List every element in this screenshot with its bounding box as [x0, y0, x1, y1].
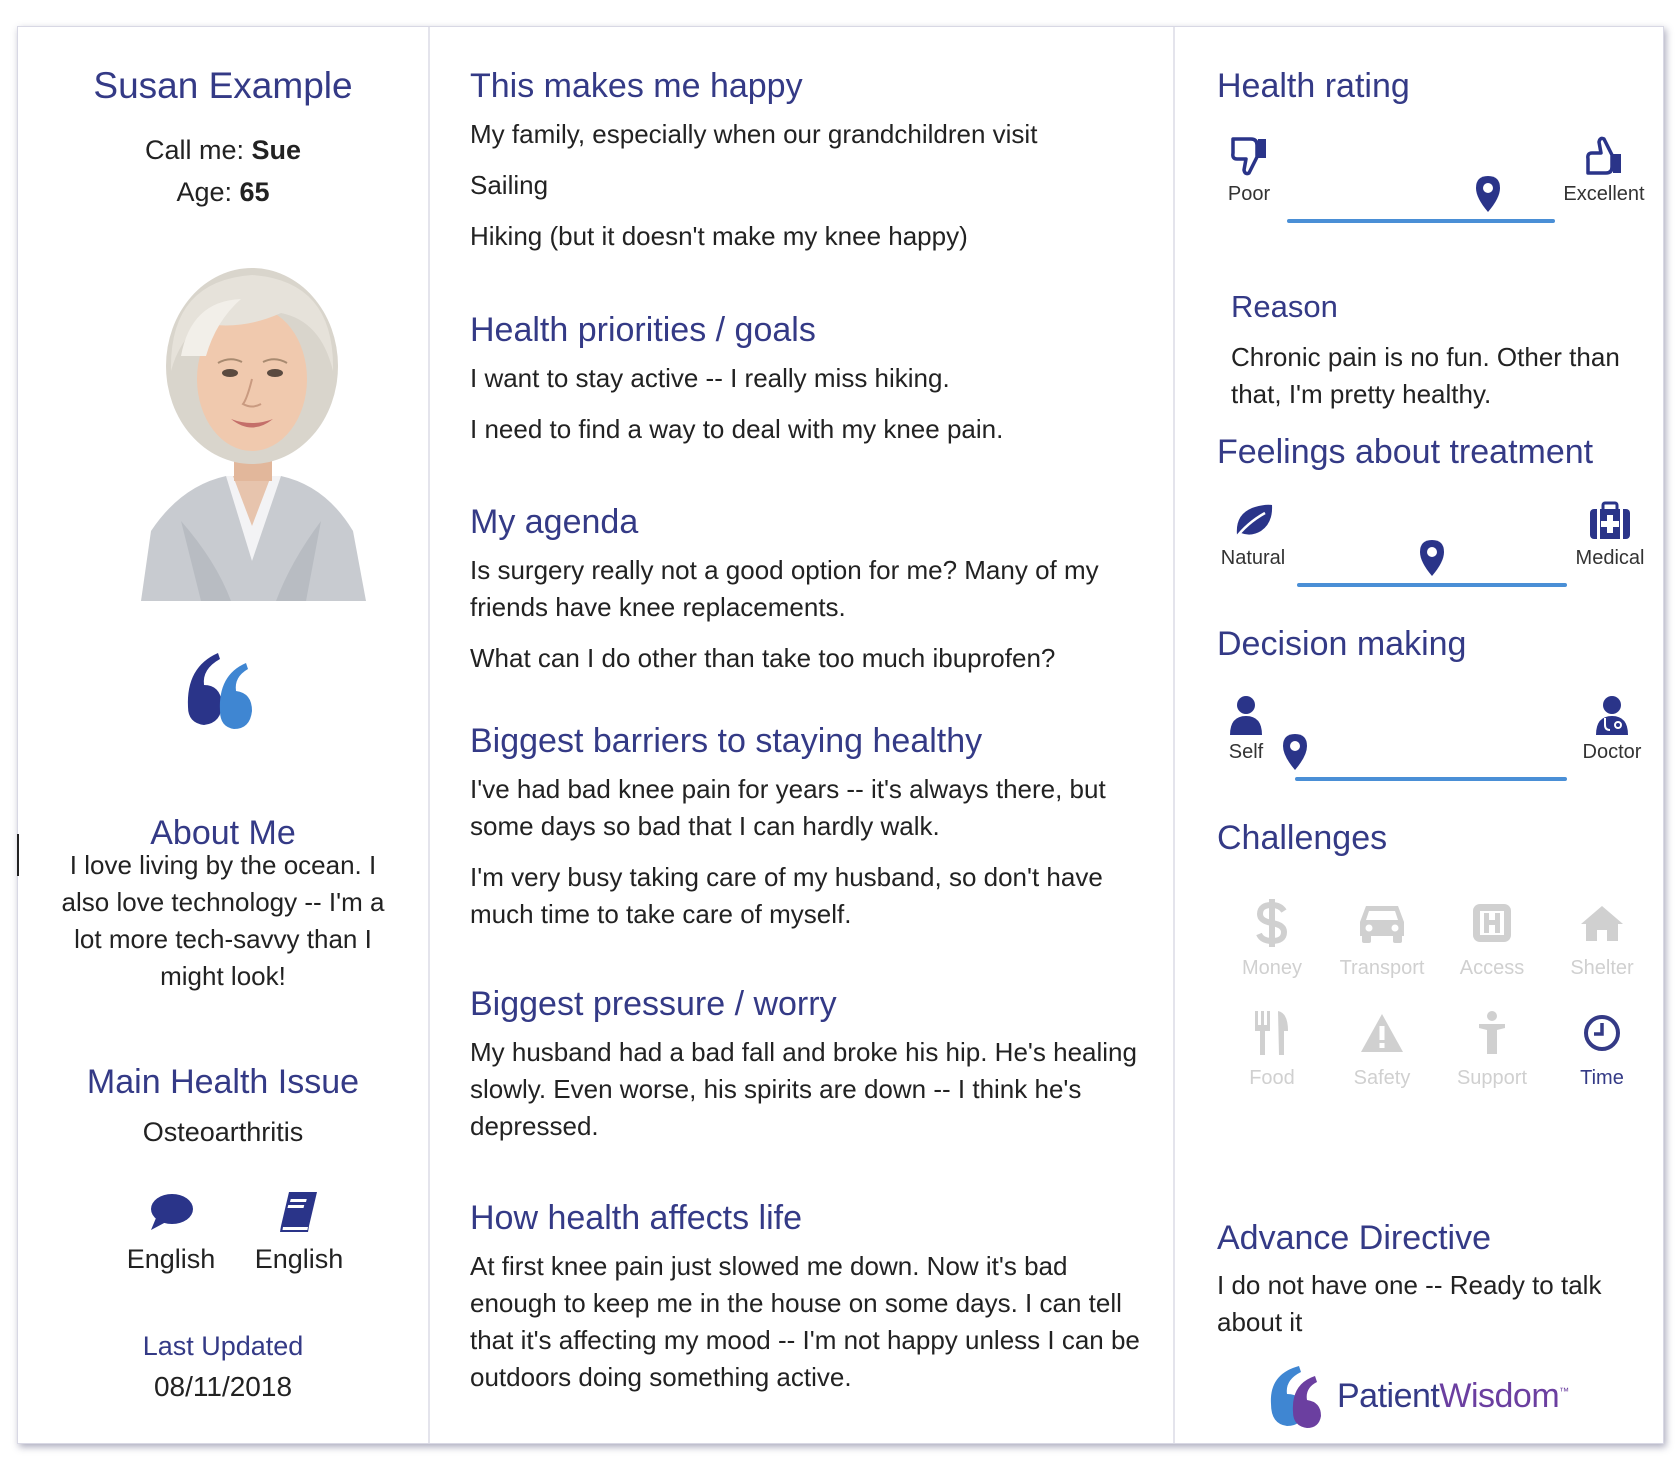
feelings-heading: Feelings about treatment — [1217, 433, 1594, 471]
challenge-transport — [1327, 897, 1437, 980]
age-line — [18, 177, 428, 208]
call-me-line — [18, 135, 428, 166]
happy-item: Sailing — [470, 170, 549, 200]
advance-directive-heading: Advance Directive — [1217, 1219, 1492, 1257]
health-rating-left — [1217, 135, 1281, 206]
thumbs-down-icon — [1229, 135, 1269, 177]
challenge-access — [1437, 897, 1547, 980]
warning-icon — [1359, 1012, 1405, 1054]
challenge-safety — [1327, 1007, 1437, 1090]
patientwisdom-logo-icon — [1265, 1364, 1329, 1428]
person-support-icon — [1475, 1010, 1509, 1056]
pressure-heading: Biggest pressure / worry — [470, 985, 837, 1023]
language-spoken — [106, 1182, 236, 1275]
patientwisdom-wordmark — [1337, 1377, 1569, 1416]
health-rating-scale — [1217, 135, 1647, 235]
leaf-icon — [1231, 501, 1275, 541]
feelings-track — [1297, 583, 1567, 587]
challenge-transport-label: Transport — [1339, 957, 1425, 979]
agenda-item: What can I do other than take too much ibuprofen? — [470, 643, 1056, 673]
home-icon — [1579, 903, 1625, 943]
feelings-marker — [1419, 539, 1445, 577]
age-value: 65 — [239, 177, 270, 207]
barriers-item: I've had bad knee pain for years -- it's always there, but some days so bad that I can hardly walk. — [470, 774, 1106, 841]
section-happy — [470, 67, 1150, 269]
last-updated-label: Last Updated — [142, 1331, 304, 1361]
pressure-item: My husband had a bad fall and broke his hip. He's healing slowly. Even worse, his spirits are down -- I think he's depressed. — [470, 1037, 1137, 1141]
section-priorities — [470, 311, 1150, 462]
challenge-support-label: Support — [1456, 1067, 1528, 1089]
last-updated-value: 08/11/2018 — [153, 1371, 293, 1402]
clock-icon — [1582, 1013, 1622, 1053]
happy-item: My family, especially when our grandchildren visit — [470, 119, 1038, 149]
reason-heading: Reason — [1231, 289, 1338, 324]
challenge-shelter-label: Shelter — [1570, 957, 1634, 979]
challenge-money — [1217, 897, 1327, 980]
health-rating-right — [1561, 135, 1647, 206]
decision-right-label: Doctor — [1582, 741, 1642, 763]
hospital-icon — [1471, 902, 1513, 944]
about-text: I love living by the ocean. I also love technology -- I'm a lot more tech-savvy than I might look! — [61, 850, 385, 991]
happy-item: Hiking (but it doesn't make my knee happy) — [470, 221, 968, 251]
priorities-item: I want to stay active -- I really miss hiking. — [470, 363, 950, 393]
book-icon — [279, 1190, 319, 1234]
doctor-icon — [1594, 695, 1630, 735]
section-agenda — [470, 503, 1150, 691]
decision-left-label: Self — [1228, 741, 1264, 763]
call-me-label: Call me: — [144, 135, 244, 165]
challenge-food — [1217, 1007, 1327, 1090]
brand-name-part1: Patient — [1337, 1376, 1440, 1415]
call-me-value: Sue — [251, 135, 302, 165]
challenges-heading: Challenges — [1217, 819, 1388, 857]
reason-text: Chronic pain is no fun. Other than that, I'm pretty healthy. — [1231, 342, 1620, 409]
brand-trademark: ™ — [1559, 1386, 1569, 1398]
priorities-item: I need to find a way to deal with my knee pain. — [470, 414, 1004, 444]
car-icon — [1356, 902, 1408, 944]
challenge-safety-label: Safety — [1353, 1067, 1411, 1089]
brand-name-part2: Wisdom — [1439, 1376, 1560, 1415]
thumbs-up-icon — [1584, 135, 1624, 177]
affects-item: At first knee pain just slowed me down. Now it's bad enough to keep me in the house on some days. I can tell that it's affecting my mood -- I'm not happy unless I can be outdoors doing something active. — [470, 1251, 1140, 1392]
section-barriers — [470, 722, 1150, 947]
persona-card — [17, 26, 1664, 1444]
person-icon — [1228, 695, 1264, 735]
advance-directive-text: I do not have one -- Ready to talk about it — [1217, 1270, 1602, 1337]
profile-column — [18, 27, 430, 1443]
main-issue-heading: Main Health Issue — [86, 1063, 360, 1101]
challenge-food-label: Food — [1249, 1067, 1295, 1089]
patientwisdom-logo — [1265, 1364, 1569, 1428]
persona-name: Susan Example — [93, 65, 353, 106]
health-rating-track — [1287, 219, 1555, 223]
language-spoken-label: English — [126, 1244, 216, 1274]
affects-heading: How health affects life — [470, 1199, 802, 1237]
decision-left — [1217, 695, 1275, 764]
challenge-time — [1547, 1007, 1657, 1090]
main-issue-value: Osteoarthritis — [142, 1117, 304, 1147]
profile-photo — [121, 261, 383, 601]
health-rating-right-label: Excellent — [1563, 183, 1645, 205]
speech-bubble-icon — [148, 1192, 194, 1234]
feelings-scale — [1217, 501, 1647, 601]
decision-right — [1577, 695, 1647, 764]
section-affects — [470, 1199, 1150, 1410]
text-cursor — [17, 834, 19, 876]
challenge-money-label: Money — [1241, 957, 1303, 979]
quote-icon — [180, 647, 260, 731]
priorities-heading: Health priorities / goals — [470, 311, 816, 349]
agenda-item: Is surgery really not a good option for me? Many of my friends have knee replacements. — [470, 555, 1099, 622]
challenge-time-label: Time — [1580, 1067, 1624, 1089]
language-written — [234, 1182, 364, 1275]
decision-heading: Decision making — [1217, 625, 1467, 663]
challenge-support — [1437, 1007, 1547, 1090]
challenge-shelter — [1547, 897, 1657, 980]
feelings-left-label: Natural — [1220, 547, 1286, 569]
narrative-column — [428, 27, 1175, 1443]
section-pressure — [470, 985, 1150, 1159]
happy-heading: This makes me happy — [470, 67, 803, 105]
feelings-right-label: Medical — [1575, 547, 1645, 569]
health-rating-left-label: Poor — [1227, 183, 1271, 205]
utensils-icon — [1252, 1009, 1292, 1057]
decision-scale — [1217, 695, 1647, 795]
barriers-item: I'm very busy taking care of my husband, so don't have much time to take care of myself. — [470, 862, 1103, 929]
barriers-heading: Biggest barriers to staying healthy — [470, 722, 983, 760]
medical-kit-icon — [1588, 501, 1632, 541]
health-rating-heading: Health rating — [1217, 67, 1410, 105]
age-label: Age: — [176, 177, 232, 207]
agenda-heading: My agenda — [470, 503, 639, 541]
feelings-right — [1573, 501, 1647, 570]
feelings-left — [1217, 501, 1289, 570]
language-written-label: English — [254, 1244, 344, 1274]
challenge-access-label: Access — [1459, 957, 1525, 979]
dollar-icon — [1254, 899, 1290, 947]
decision-marker — [1282, 733, 1308, 771]
ratings-column — [1175, 27, 1663, 1443]
health-rating-marker — [1475, 175, 1501, 213]
about-heading: About Me — [150, 814, 296, 852]
decision-track — [1295, 777, 1567, 781]
